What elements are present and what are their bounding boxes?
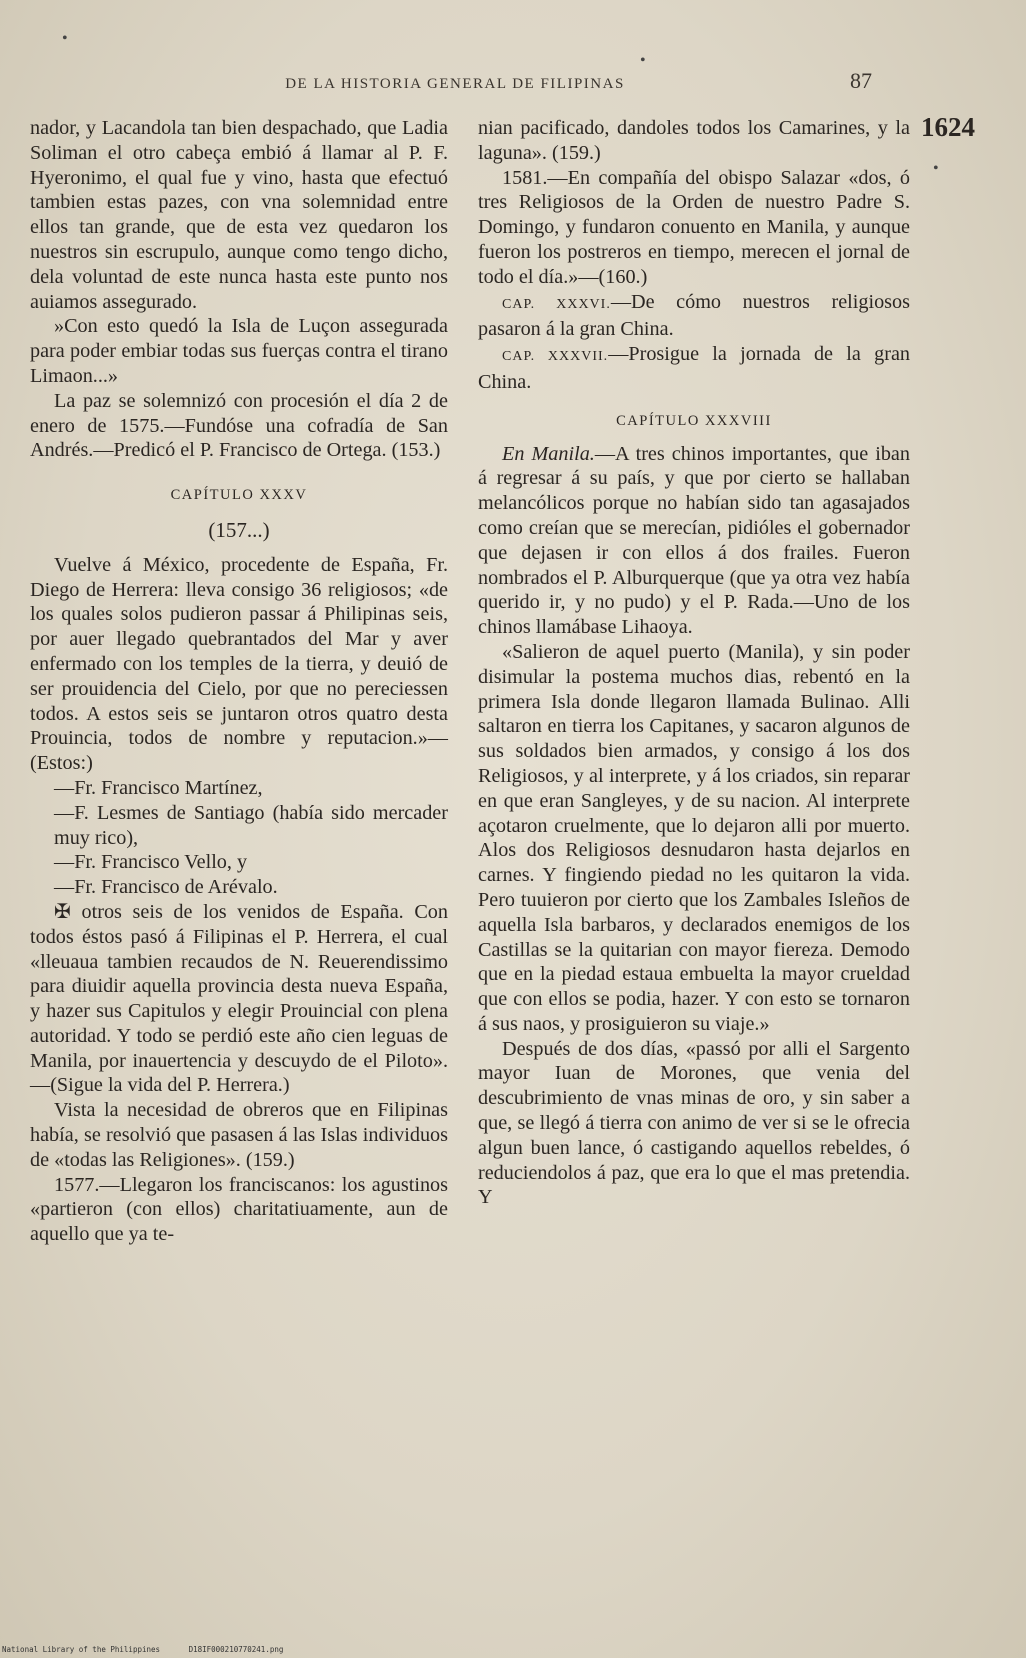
paragraph: La paz se solemnizó con procesión el día 2 de enero de 1575.—Fundóse una cofradía de San Andrés.—Predicó el P. Francisco de Ortega. (153.) [30,389,448,462]
left-column [30,116,448,1247]
paragraph: Vista la necesidad de obreros que en Filipinas había, se resolvió que pasasen á las Islas individuos de «todas las Religiones». (159.) [30,1099,448,1171]
paragraph [478,290,910,343]
chapter-ref: CAP. XXXVI. [502,296,611,312]
library-credit: National Library of the Philippines [2,1645,161,1654]
paragraph: 1581.—En compañía del obispo Salazar «dos, ó tres Religiosos de la Orden de nuestro Padre S. Domingo, y fundaron conuento en Manila, y aunque fueron los postreros en tiempo, merecen el jornal de todo el día.»—(160.) [478,166,910,288]
paragraph: Vuelve á México, procedente de España, Fr. Diego de Herrera: lleva consigo 36 religiosos; «de los quales solos pudieron passar á Philipinas seis, por auer llegado quebrantados del Mar y aver enfermado con los temples de la tierra, y deuió de ser prouidencia del Cielo, por que no pereciessen todos. A estos seis se juntaron otros quatro desta Prouincia, todos de nombre y reputacion.»—(Estos:) [30,553,448,775]
list-item: —Fr. Francisco Vello, y [54,851,248,874]
list-item: —F. Lesmes de Santiago (había sido mercader muy rico), [54,801,448,849]
scan-footer [2,1645,307,1654]
margin-year: 1624 [921,112,975,142]
file-code: D18IF000210770241.png [188,1645,284,1654]
paragraph: «Salieron de aquel puerto (Manila), y sin poder disimular la postema muchos dias, rebentó en la primera Isla donde llegaron llamada Bulinao. Alli saltaron en tierra los Capitanes, y sacaron algunos de sus soldados bien armados, y consigo á los dos Religiosos, y al interprete, y á los criados, sin reparar en que eran Sangleyes, y de su nacion. Al interprete açotaron cruelmente, que lo dejaron alli por muerto. Alos dos Religiosos desnudaron hasta dejarlos en carnes. Y fingiendo piedad no les quitaron la vida. Pero tuuieron por cierto que los Zambales Isleños de aquella Isla barbaros, y declarados enemigos de los Castillas se la quitarian con mayor fiereza. Demodo que en la piedad estaua embuelta la mayor crueldad que con ellos se podia, hazer. Y con esto se tornaron á sus naos, y prosiguieron su viaje.» [478,640,910,1035]
paragraph: ✠ otros seis de los venidos de España. Con todos éstos pasó á Filipinas el P. Herrera, el cual «lleuaua tambien recaudos de N. Reuerendissimo para diuidir aquella provincia desta nueva España, y hazer sus Capitulos y elegir Prouincial con plena autoridad. Y todo se perdió este año cien leguas de Manila, por inauertencia y descuydo de el Piloto».—(Sigue la vida del P. Herrera.) [30,900,448,1097]
paragraph: »Con esto quedó la Isla de Luçon assegurada para poder embiar todas sus fuerças contra el tirano Limaon...» [30,315,448,387]
chapter-summary: —Prosigue la jornada de la gran China. [478,343,910,393]
list-item: —Fr. Francisco de Arévalo. [54,876,278,899]
running-title: DE LA HISTORIA GENERAL DE FILIPINAS [285,76,625,92]
scan-speck: • [640,52,646,69]
paragraph-text: —A tres chinos importantes, que iban á regresar á su país, y que por cierto se hallaban melancólicos porque no habían sido tan agasajados como creían que se merecían, pidióles el gobernador que dejasen ir con ellos á dos frailes. Fueron nombrados el P. Alburquerque (que ya otra vez había querido ir, y no pudo) y el P. Rada.—Uno de los chinos llamábase Lihaoya. [478,442,910,639]
paragraph: nador, y Lacandola tan bien despachado, que Ladia Soliman el otro cabeça embió á llamar al P. F. Hyeronimo, el qual fue y vino, hasta que efectuó tambien estas pazes, con vna solemnidad entre ellos tan grande, que de esta vez quedaron los nuestros sin escrupulo, aunque como tengo dicho, dela voluntad de este nunca hasta este punto nos auiamos assegurado. [30,117,448,313]
paragraph: 1577.—Llegaron los franciscanos: los agustinos «partieron (con ellos) charitatiuamente, aun de aquello que ya te- [30,1173,448,1246]
chapter-heading: CAPÍTULO XXXV [170,487,308,504]
chapter-number: (157...) [208,517,270,542]
page-number: 87 [850,68,872,93]
chapter-heading: CAPÍTULO XXXVIII [616,412,772,429]
names-list [30,776,448,900]
list-item: —Fr. Francisco Martínez, [54,776,263,799]
paragraph [478,342,910,395]
scan-speck: • [62,30,68,47]
chapter-summary: —De cómo nuestros religiosos pasaron á la gran China. [478,290,910,341]
paragraph: nian pacificado, dandoles todos los Camarines, y la laguna». (159.) [478,117,910,164]
right-column [478,116,910,1210]
paragraph [478,442,910,640]
paragraph: Después de dos días, «passó por alli el Sargento mayor Iuan de Morones, que venia del descubrimiento de vnas minas de oro, y sin saber a que, se llegó á tierra con animo de ver si se le ofrecia algun buen lance, ó castigando aquellos rebeldes, ó reduciendolos á paz, que era lo que el mas pretendia. Y [478,1037,910,1209]
scan-speck: • [933,160,939,177]
place-lead: En Manila. [502,442,595,465]
chapter-ref: CAP. XXXVII. [502,349,609,365]
